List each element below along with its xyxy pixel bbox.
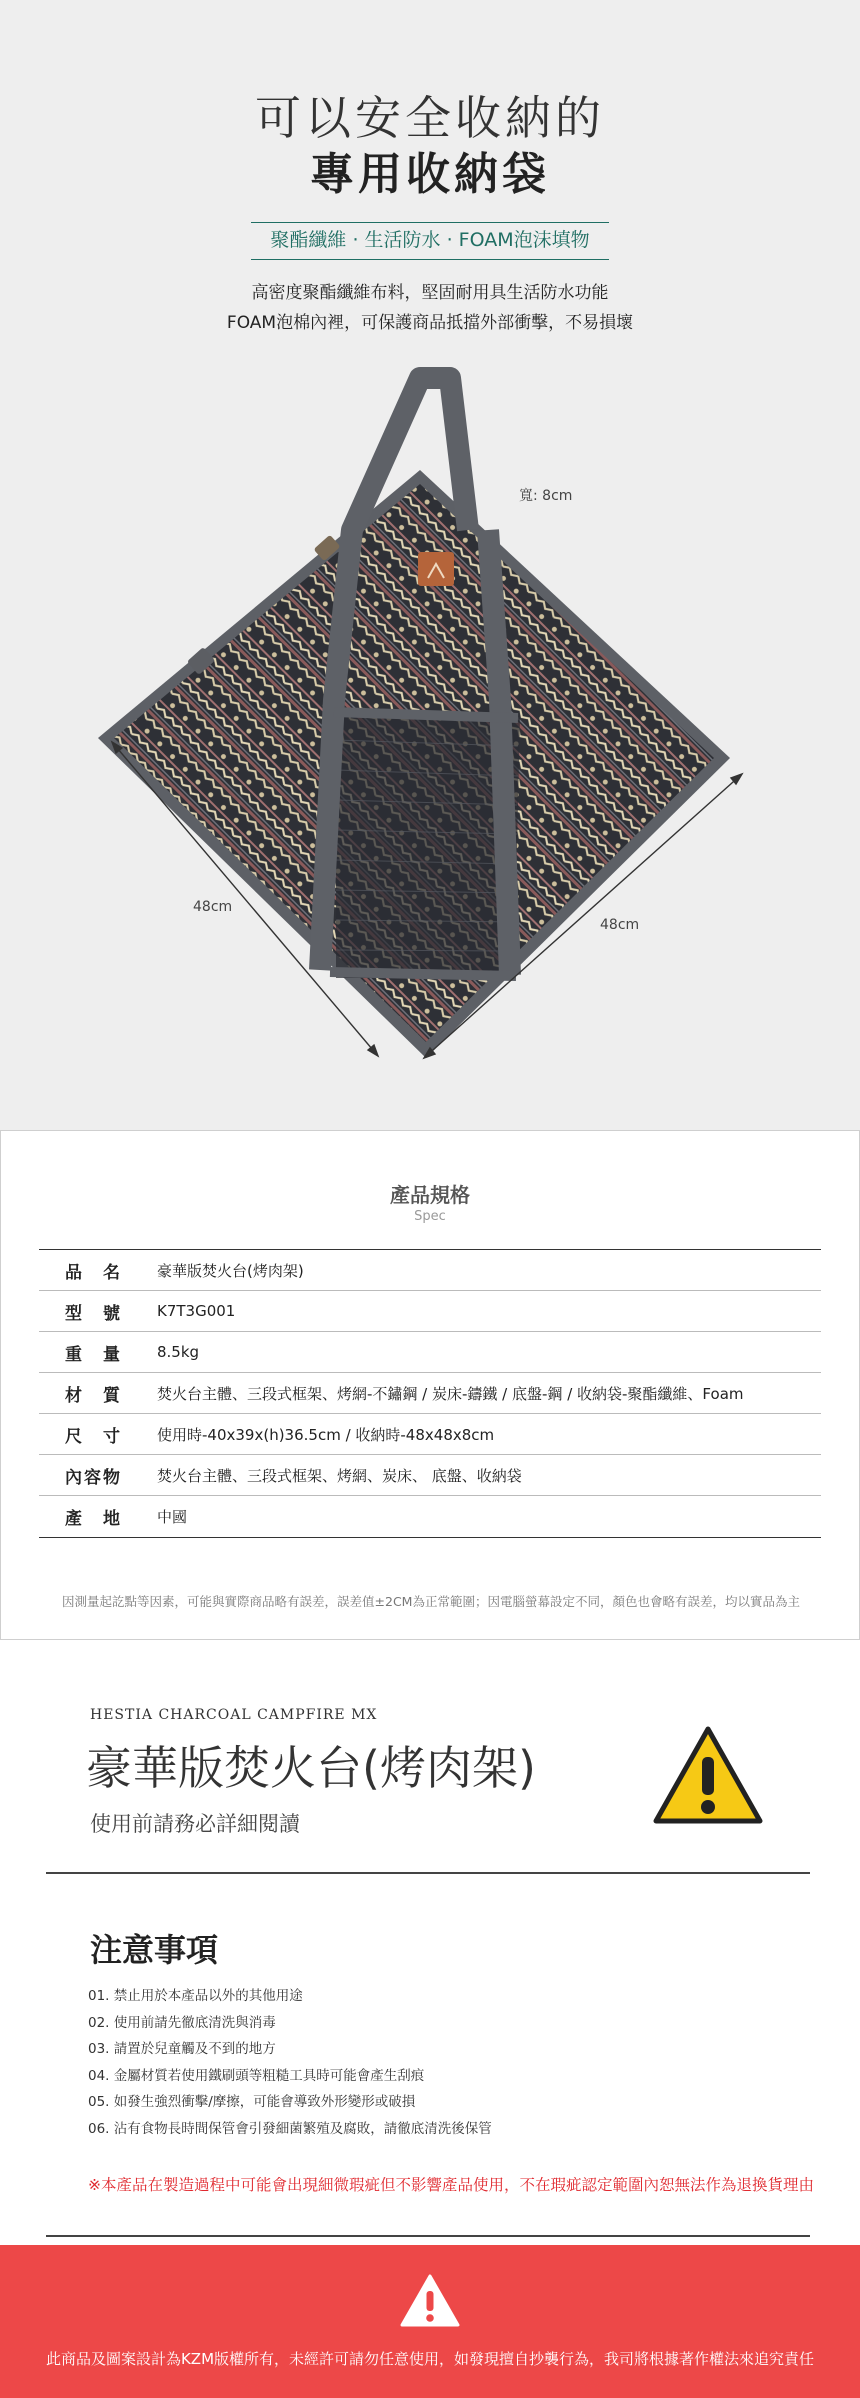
spec-row-model — [39, 1291, 821, 1332]
alert-triangle-icon — [399, 2273, 461, 2329]
spec-row-weight — [39, 1332, 821, 1373]
copyright-text: 此商品及圖案設計為KZM版權所有，未經許可請勿任意使用，如發現擅自抄襲行為，我司將根據著作權法來追究責任 — [45, 2350, 815, 2368]
read-before-use: 使用前請務必詳細閱讀 — [90, 1812, 300, 1836]
spec-label: 尺 寸 — [65, 1426, 122, 1447]
list-item: 06. 沾有食物長時間保管會引發細菌繁殖及腐敗，請徹底清洗後保管 — [88, 2120, 492, 2137]
divider-top — [46, 1872, 810, 1874]
warning-icon — [652, 1725, 764, 1827]
list-item: 02. 使用前請先徹底清洗與消毒 — [88, 2014, 276, 2031]
hero-description-line2: FOAM泡棉內裡，可保護商品抵擋外部衝擊，不易損壞 — [226, 313, 634, 333]
spec-row-name — [39, 1250, 821, 1291]
storage-bag-section — [0, 0, 860, 1130]
spec-value: 使用時-40x39x(h)36.5cm / 收納時-48x48x8cm — [157, 1425, 495, 1444]
hero-description-line1: 高密度聚酯纖維布料，堅固耐用具生活防水功能 — [251, 283, 609, 303]
spec-value: 8.5kg — [157, 1343, 200, 1361]
spec-label: 產 地 — [65, 1509, 122, 1529]
list-item: 05. 如發生強烈衝擊/摩擦，可能會導致外形變形或破損 — [88, 2094, 416, 2110]
hero-title-line1: 可以安全收納的 — [255, 91, 605, 145]
spec-label: 品 名 — [65, 1262, 122, 1283]
spec-value: K7T3G001 — [157, 1302, 236, 1320]
dimension-right-label: 48cm — [600, 917, 640, 933]
list-item: 04. 金屬材質若使用鐵刷頭等粗糙工具時可能會產生刮痕 — [88, 2067, 425, 2084]
spec-subtitle: Spec — [414, 1209, 446, 1224]
brand-patch — [418, 552, 454, 586]
spec-label: 內容物 — [65, 1467, 122, 1488]
spec-row-size — [39, 1414, 821, 1455]
spec-row-material — [39, 1373, 821, 1414]
spec-table — [39, 1249, 821, 1538]
spec-row-origin — [39, 1496, 821, 1537]
hero-title-line2: 專用收納袋 — [310, 149, 550, 200]
spec-label: 型 號 — [65, 1303, 122, 1324]
spec-value: 中國 — [157, 1508, 188, 1526]
spec-label: 重 量 — [65, 1344, 122, 1365]
spec-disclaimer: 因測量起訖點等因素，可能與實際商品略有誤差，誤差值±2CM為正常範圍；因電腦螢幕設定不同，顏色也會略有誤差，均以實品為主 — [62, 1594, 800, 1609]
material-tagline: 聚酯纖維 · 生活防水 · FOAM泡沫填物 — [251, 222, 609, 260]
defect-disclaimer: ※本產品在製造過程中可能會出現細微瑕疵但不影響產品使用，不在瑕疵認定範圍內恕無法作為退換貨理由 — [88, 2176, 814, 2194]
spec-value: 焚火台主體、三段式框架、烤網-不鏽鋼 / 炭床-鑄鐵 / 底盤-鋼 / 收納袋-聚酯纖維、Foam — [157, 1384, 744, 1403]
storage-bag-illustration — [0, 0, 860, 1130]
product-name: 豪華版焚火台(烤肉架) — [86, 1741, 536, 1795]
notice-list — [88, 1983, 492, 2142]
spec-value: 焚火台主體、三段式框架、烤網、炭床、 底盤、收納袋 — [157, 1466, 522, 1485]
spec-value: 豪華版焚火台(烤肉架) — [157, 1261, 304, 1280]
dimension-width-label: 寬: 8cm — [519, 488, 573, 504]
product-english-name: HESTIA CHARCOAL CAMPFIRE MX — [90, 1707, 378, 1723]
spec-title: 產品規格 — [390, 1183, 470, 1207]
spec-section — [0, 1130, 860, 1640]
dimension-left-label: 48cm — [193, 899, 233, 915]
spec-label: 材 質 — [65, 1385, 122, 1406]
list-item: 01. 禁止用於本產品以外的其他用途 — [88, 1988, 303, 2004]
spec-row-contents — [39, 1455, 821, 1496]
notice-section — [0, 1640, 860, 2245]
copyright-footer — [0, 2245, 860, 2398]
divider-bottom — [46, 2235, 810, 2237]
list-item: 03. 請置於兒童觸及不到的地方 — [88, 2041, 276, 2057]
notice-heading: 注意事項 — [90, 1931, 219, 1969]
